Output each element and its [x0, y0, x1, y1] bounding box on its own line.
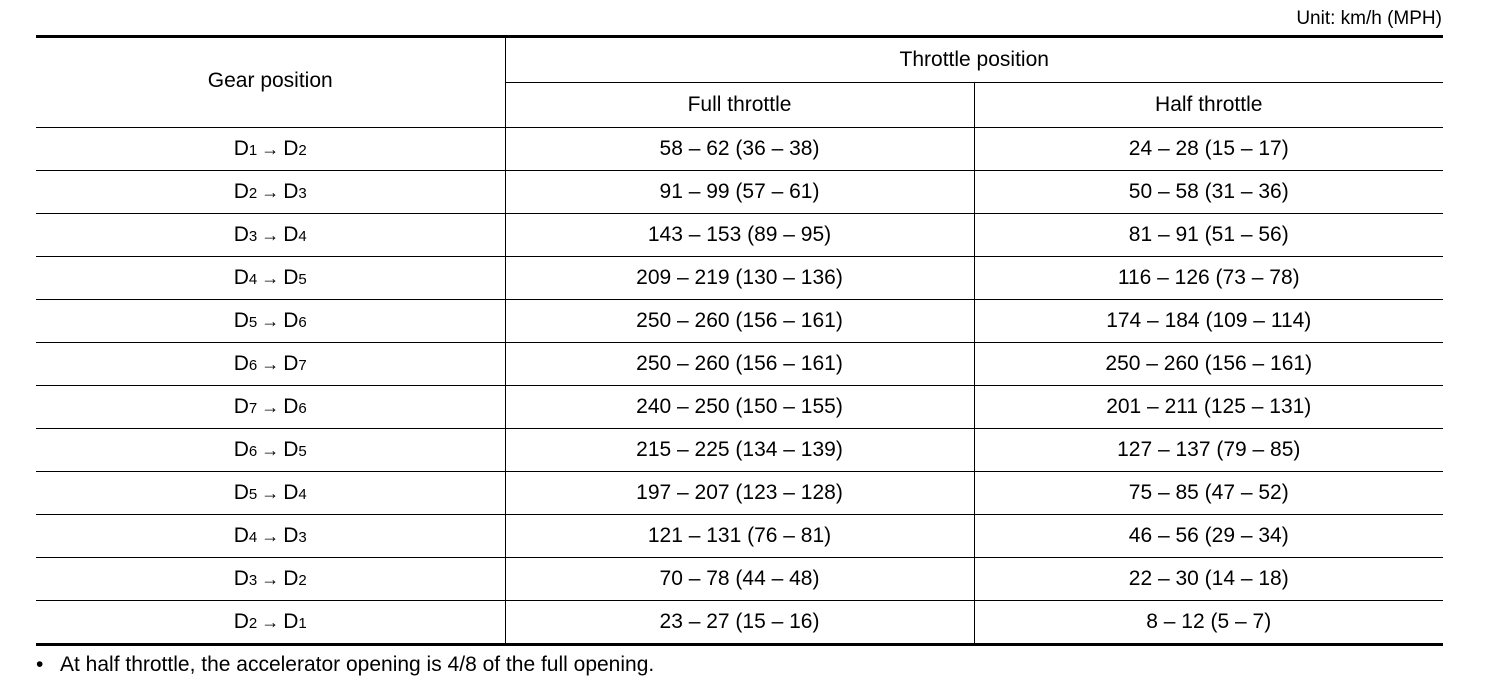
from-gear-number: 3	[248, 228, 258, 245]
from-gear-number: 6	[248, 357, 258, 374]
right-arrow-icon: →	[261, 397, 280, 417]
from-gear-letter: D	[233, 438, 249, 461]
from-gear-letter: D	[233, 309, 249, 332]
half-throttle-value: 50 – 58 (31 – 36)	[974, 171, 1443, 214]
gear-shift	[234, 438, 307, 462]
full-throttle-value: 70 – 78 (44 – 48)	[505, 558, 974, 601]
to-gear-letter: D	[283, 309, 299, 332]
table-row	[36, 214, 1443, 257]
to-gear-number: 5	[298, 443, 307, 460]
gear-shift	[234, 137, 307, 161]
gear-shift	[234, 180, 307, 204]
full-throttle-header: Full throttle	[505, 82, 974, 128]
full-throttle-value: 197 – 207 (123 – 128)	[505, 472, 974, 515]
to-gear-letter: D	[283, 610, 299, 633]
half-throttle-value: 250 – 260 (156 – 161)	[974, 343, 1443, 386]
to-gear-letter: D	[283, 567, 299, 590]
from-gear-letter: D	[233, 180, 249, 203]
table-row	[36, 558, 1443, 601]
footnote-text: At half throttle, the accelerator opening is 4/8 of the full opening.	[60, 653, 655, 676]
from-gear-number: 5	[248, 314, 258, 331]
right-arrow-icon: →	[261, 440, 280, 460]
half-throttle-value: 75 – 85 (47 – 52)	[974, 472, 1443, 515]
full-throttle-value: 23 – 27 (15 – 16)	[505, 601, 974, 645]
from-gear-number: 7	[248, 400, 258, 417]
from-gear-letter: D	[233, 266, 249, 289]
gear-shift-cell	[36, 429, 505, 472]
right-arrow-icon: →	[261, 569, 280, 589]
half-throttle-value: 174 – 184 (109 – 114)	[974, 300, 1443, 343]
to-gear-number: 6	[298, 400, 307, 417]
to-gear-letter: D	[283, 438, 299, 461]
full-throttle-value: 215 – 225 (134 – 139)	[505, 429, 974, 472]
gear-shift	[234, 481, 307, 505]
half-throttle-value: 8 – 12 (5 – 7)	[974, 601, 1443, 645]
footnote	[36, 652, 654, 678]
right-arrow-icon: →	[261, 311, 280, 331]
half-throttle-header: Half throttle	[974, 82, 1443, 128]
gear-shift	[234, 309, 307, 333]
to-gear-letter: D	[283, 352, 299, 375]
right-arrow-icon: →	[261, 483, 280, 503]
table-row	[36, 601, 1443, 645]
to-gear-number: 2	[298, 572, 307, 589]
gear-shift-cell	[36, 171, 505, 214]
half-throttle-value: 46 – 56 (29 – 34)	[974, 515, 1443, 558]
to-gear-letter: D	[283, 266, 299, 289]
from-gear-number: 1	[248, 142, 258, 159]
gear-shift-cell	[36, 558, 505, 601]
from-gear-letter: D	[233, 481, 249, 504]
table-row	[36, 472, 1443, 515]
gear-shift	[234, 223, 307, 247]
gear-shift	[234, 352, 307, 376]
full-throttle-value: 91 – 99 (57 – 61)	[505, 171, 974, 214]
half-throttle-value: 22 – 30 (14 – 18)	[974, 558, 1443, 601]
from-gear-letter: D	[233, 223, 249, 246]
full-throttle-value: 143 – 153 (89 – 95)	[505, 214, 974, 257]
unit-label: Unit: km/h (MPH)	[1296, 8, 1442, 29]
half-throttle-value: 201 – 211 (125 – 131)	[974, 386, 1443, 429]
gear-shift	[234, 395, 307, 419]
gear-shift-cell	[36, 257, 505, 300]
to-gear-number: 3	[298, 185, 307, 202]
gear-shift-cell	[36, 601, 505, 645]
gear-shift-cell	[36, 343, 505, 386]
to-gear-number: 4	[298, 486, 307, 503]
gear-shift-cell	[36, 515, 505, 558]
throttle-position-header: Throttle position	[505, 37, 1443, 83]
right-arrow-icon: →	[261, 225, 280, 245]
full-throttle-value: 250 – 260 (156 – 161)	[505, 343, 974, 386]
to-gear-number: 6	[298, 314, 307, 331]
full-throttle-value: 250 – 260 (156 – 161)	[505, 300, 974, 343]
from-gear-number: 6	[248, 443, 258, 460]
to-gear-letter: D	[283, 137, 299, 160]
bullet-icon: •	[36, 653, 44, 676]
table-row	[36, 343, 1443, 386]
to-gear-letter: D	[283, 180, 299, 203]
gear-shift-cell	[36, 214, 505, 257]
gear-shift-cell	[36, 128, 505, 171]
from-gear-letter: D	[233, 395, 249, 418]
half-throttle-value: 116 – 126 (73 – 78)	[974, 257, 1443, 300]
full-throttle-value: 240 – 250 (150 – 155)	[505, 386, 974, 429]
right-arrow-icon: →	[261, 354, 280, 374]
shift-schedule-table	[36, 35, 1443, 646]
from-gear-number: 4	[248, 529, 258, 546]
right-arrow-icon: →	[261, 139, 280, 159]
gear-shift	[234, 524, 307, 548]
full-throttle-value: 121 – 131 (76 – 81)	[505, 515, 974, 558]
from-gear-number: 4	[248, 271, 258, 288]
right-arrow-icon: →	[261, 526, 280, 546]
to-gear-number: 1	[298, 615, 307, 632]
half-throttle-value: 127 – 137 (79 – 85)	[974, 429, 1443, 472]
from-gear-letter: D	[233, 610, 249, 633]
table-row	[36, 515, 1443, 558]
half-throttle-value: 81 – 91 (51 – 56)	[974, 214, 1443, 257]
to-gear-number: 3	[298, 529, 307, 546]
gear-position-header: Gear position	[36, 37, 505, 128]
from-gear-number: 2	[248, 615, 258, 632]
from-gear-letter: D	[233, 524, 249, 547]
from-gear-letter: D	[233, 137, 249, 160]
to-gear-letter: D	[283, 481, 299, 504]
to-gear-letter: D	[283, 223, 299, 246]
from-gear-number: 2	[248, 185, 258, 202]
right-arrow-icon: →	[261, 182, 280, 202]
to-gear-number: 2	[298, 142, 307, 159]
table-row	[36, 171, 1443, 214]
table-row	[36, 386, 1443, 429]
gear-shift	[234, 567, 307, 591]
gear-shift-cell	[36, 472, 505, 515]
table-row	[36, 300, 1443, 343]
from-gear-number: 3	[248, 572, 258, 589]
half-throttle-value: 24 – 28 (15 – 17)	[974, 128, 1443, 171]
right-arrow-icon: →	[261, 268, 280, 288]
gear-shift-cell	[36, 300, 505, 343]
gear-shift	[234, 266, 307, 290]
from-gear-letter: D	[233, 567, 249, 590]
table-row	[36, 257, 1443, 300]
right-arrow-icon: →	[261, 612, 280, 632]
table-row	[36, 429, 1443, 472]
table-row	[36, 128, 1443, 171]
gear-shift-cell	[36, 386, 505, 429]
from-gear-number: 5	[248, 486, 258, 503]
to-gear-number: 4	[298, 228, 307, 245]
full-throttle-value: 209 – 219 (130 – 136)	[505, 257, 974, 300]
full-throttle-value: 58 – 62 (36 – 38)	[505, 128, 974, 171]
from-gear-letter: D	[233, 352, 249, 375]
to-gear-letter: D	[283, 524, 299, 547]
to-gear-number: 5	[298, 271, 307, 288]
gear-shift	[234, 610, 307, 634]
to-gear-number: 7	[298, 357, 307, 374]
to-gear-letter: D	[283, 395, 299, 418]
